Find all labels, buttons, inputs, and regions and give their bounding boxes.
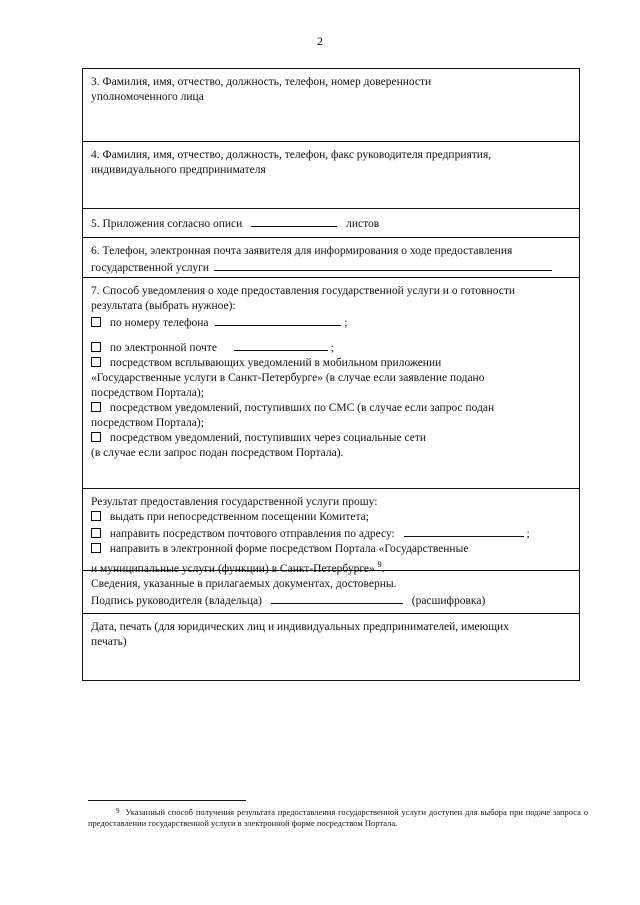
attachments-count-field[interactable] <box>251 215 337 227</box>
attachments-suffix: листов <box>346 218 380 230</box>
footnote-ref[interactable]: 9 <box>377 560 382 569</box>
option-sms-label-2: посредством Портала); <box>91 417 204 429</box>
row-director[interactable] <box>83 141 579 208</box>
checkbox-social[interactable] <box>91 432 101 442</box>
row-result-delivery <box>83 488 579 575</box>
result-title: Результат предоставления государственной услуги прошу: <box>91 496 378 508</box>
row-signature <box>83 570 579 613</box>
row-contact-info <box>83 237 579 277</box>
option-sms-label-1: посредством уведомлений, поступивших по СМС (в случае если запрос подан <box>109 402 495 414</box>
option-portal-label-2: и муниципальные услуги (функции) в Санкт-Петербурге» <box>91 562 375 575</box>
option-portal-label-1: направить в электронной форме посредством Портала «Государственные <box>109 543 469 555</box>
row-authorized-person-label-2: уполномоченного лица <box>91 91 204 103</box>
page-number: 2 <box>317 34 323 48</box>
signature-decoding-label: (расшифровка) <box>411 595 486 607</box>
checkbox-portal[interactable] <box>91 543 101 553</box>
option-in-person-label: выдать при непосредственном посещении Комитета; <box>109 511 369 523</box>
signature-field[interactable] <box>271 592 403 604</box>
row-date-stamp[interactable] <box>83 613 579 680</box>
checkbox-email[interactable] <box>91 342 101 352</box>
signature-label: Подпись руководителя (владельца) <box>91 595 262 607</box>
checkbox-mail[interactable] <box>91 528 101 538</box>
option-phone-end: ; <box>344 317 348 329</box>
option-phone-label: по номеру телефона <box>109 317 209 329</box>
checkbox-in-person[interactable] <box>91 511 101 521</box>
option-portal-end: . <box>381 562 385 575</box>
phone-field[interactable] <box>215 314 341 326</box>
certification-text: Сведения, указанные в прилагаемых документах, достоверны. <box>91 578 397 590</box>
application-form-table <box>82 68 580 681</box>
row-notification-method <box>83 277 579 488</box>
mail-address-field[interactable] <box>404 525 524 537</box>
footnote <box>88 806 588 829</box>
option-app-label-3: посредством Портала); <box>91 387 204 399</box>
row-director-label-2: индивидуального предпринимателя <box>91 164 266 176</box>
contact-info-label-2: государственной услуги <box>91 262 210 274</box>
row-authorized-person[interactable] <box>83 69 579 141</box>
option-mail-label: направить посредством почтового отправления по адресу: <box>109 528 395 540</box>
footnote-divider <box>88 800 246 801</box>
row-attachments <box>83 208 579 237</box>
attachments-label: 5. Приложения согласно описи <box>91 218 243 230</box>
option-app-label-1: посредством всплывающих уведомлений в мобильном приложении <box>109 357 442 369</box>
notification-title-1: 7. Способ уведомления о ходе предоставления государственной услуги и о готовности <box>91 285 516 297</box>
checkbox-sms[interactable] <box>91 402 101 412</box>
option-app-label-2: «Государственные услуги в Санкт-Петербурге» (в случае если заявление подано <box>91 372 485 384</box>
checkbox-phone[interactable] <box>91 317 101 327</box>
footnote-text: Указанный способ получения результата предоставления государственной услуги доступен для выбора при подаче запроса о предоставлении государственной услуги в электронной форме посредством Портала. <box>88 807 588 828</box>
option-email-label: по электронной почте <box>109 342 217 354</box>
notification-title-2: результата (выбрать нужное): <box>91 300 236 312</box>
row-director-label-1: 4. Фамилия, имя, отчество, должность, телефон, факс руководителя предприятия, <box>91 149 492 161</box>
option-social-label-2: (в случае если запрос подан посредством Портала). <box>91 447 344 459</box>
date-stamp-label-1: Дата, печать (для юридических лиц и индивидуальных предпринимателей, имеющих <box>91 621 509 633</box>
contact-info-field[interactable] <box>214 259 552 271</box>
option-email-end: ; <box>330 342 334 354</box>
footnote-mark: 9 <box>116 807 120 815</box>
email-field[interactable] <box>234 339 328 351</box>
row-authorized-person-label-1: 3. Фамилия, имя, отчество, должность, телефон, номер доверенности <box>91 76 432 88</box>
contact-info-label-1: 6. Телефон, электронная почта заявителя для информирования о ходе предоставления <box>91 245 513 257</box>
checkbox-mobile-app[interactable] <box>91 357 101 367</box>
option-social-label-1: посредством уведомлений, поступивших через социальные сети <box>109 432 427 444</box>
option-mail-end: ; <box>526 528 530 540</box>
date-stamp-label-2: печать) <box>91 636 127 648</box>
